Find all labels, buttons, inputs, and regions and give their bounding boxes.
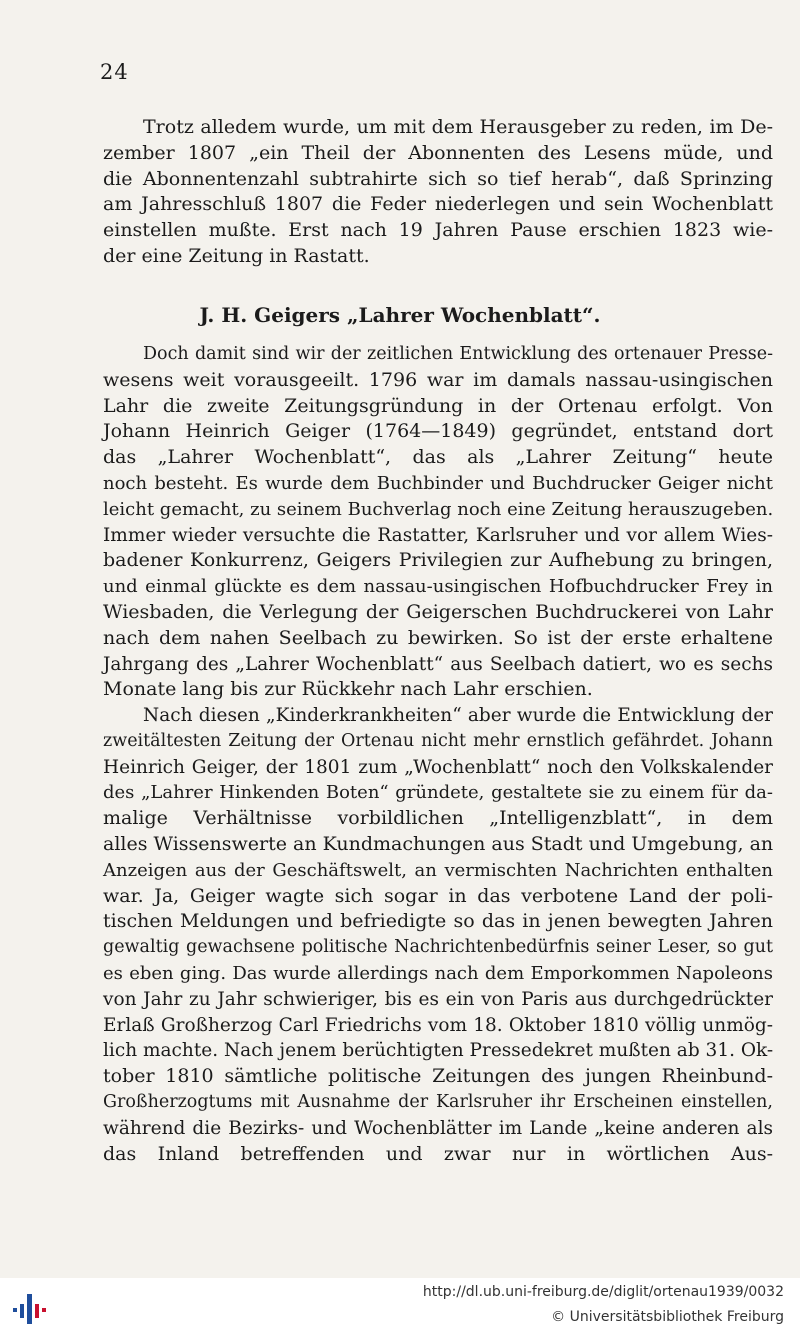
text-line: während die Bezirks- und Wochenblätter im Lande „keine anderen als xyxy=(103,1117,773,1139)
section-heading: J. H. Geigers „Lahrer Wochenblatt“. xyxy=(199,303,601,327)
text-line: lich machte. Nach jenem berüchtigten Pressedekret mußten ab 31. Ok- xyxy=(103,1040,774,1062)
text-line: nach dem nahen Seelbach zu bewirken. So ist der erste erhaltene xyxy=(103,626,773,649)
paragraph-3 xyxy=(103,703,773,1167)
ub-freiburg-logo-icon xyxy=(10,1288,50,1328)
text-line: das Inland betreffenden und zwar nur in wörtlichen Aus- xyxy=(103,1142,773,1165)
copyright-text: © Universitätsbibliothek Freiburg xyxy=(551,1309,784,1325)
text-line: zember 1807 „ein Theil der Abonnenten des Lesens müde, und xyxy=(103,141,773,164)
page-number: 24 xyxy=(100,60,129,84)
text-line: Großherzogtums mit Ausnahme der Karlsruher ihr Erscheinen einstellen, xyxy=(103,1091,773,1112)
text-line: Heinrich Geiger, der 1801 zum „Wochenblatt“ noch den Volkskalender xyxy=(103,756,773,778)
text-line: noch besteht. Es wurde dem Buchbinder und Buchdrucker Geiger nicht xyxy=(103,472,773,494)
text-line: gewaltig gewachsene politische Nachrichtenbedürfnis seiner Leser, so gut xyxy=(103,937,773,958)
text-line: Monate lang bis zur Rückkehr nach Lahr erschien. xyxy=(103,678,593,701)
text-line: war. Ja, Geiger wagte sich sogar in das verbotene Land der poli- xyxy=(103,884,773,907)
text-line: tober 1810 sämtliche politische Zeitungen des jungen Rheinbund- xyxy=(103,1065,773,1088)
footer-bar xyxy=(0,1278,800,1336)
source-url-link[interactable]: http://dl.ub.uni-freiburg.de/diglit/ortenau1939/0032 xyxy=(422,1284,784,1300)
text-line: Lahr die zweite Zeitungsgründung in der Ortenau erfolgt. Von xyxy=(103,394,773,417)
text-line: am Jahresschluß 1807 die Feder niederlegen und sein Wochenblatt xyxy=(103,193,773,216)
text-line: Jahrgang des „Lahrer Wochenblatt“ aus Seelbach datiert, wo es sechs xyxy=(103,653,773,675)
paragraph-2 xyxy=(103,342,773,703)
text-line: einstellen mußte. Erst nach 19 Jahren Pause erschien 1823 wie- xyxy=(103,219,773,242)
text-line: der eine Zeitung in Rastatt. xyxy=(103,244,370,267)
text-line: das „Lahrer Wochenblatt“, das als „Lahrer Zeitung“ heute xyxy=(103,446,773,469)
text-line: die Abonnentenzahl subtrahirte sich so tief herab“, daß Sprinzing xyxy=(103,167,773,190)
text-line: Doch damit sind wir der zeitlichen Entwicklung des ortenauer Presse- xyxy=(143,344,773,364)
paragraph-1 xyxy=(103,115,773,270)
text-line: es eben ging. Das wurde allerdings nach dem Emporkommen Napoleons xyxy=(103,962,773,984)
text-line: tischen Meldungen und befriedigte so das in jenen bewegten Jahren xyxy=(103,910,773,933)
text-line: zweitältesten Zeitung der Ortenau nicht mehr ernstlich gefährdet. Johann xyxy=(103,730,773,751)
text-line: Trotz alledem wurde, um mit dem Herausgeber zu reden, im De- xyxy=(143,116,773,138)
text-line: Immer wieder versuchte die Rastatter, Karlsruher und vor allem Wies- xyxy=(103,524,773,546)
text-line: alles Wissenswerte an Kundmachungen aus Stadt und Umgebung, an xyxy=(103,832,774,855)
text-line: Erlaß Großherzog Carl Friedrichs vom 18. Oktober 1810 völlig unmög- xyxy=(103,1014,773,1036)
text-line: wesens weit vorausgeeilt. 1796 war im damals nassau-usingischen xyxy=(103,368,773,391)
text-line: Johann Heinrich Geiger (1764—1849) gegründet, entstand dort xyxy=(103,420,773,443)
text-line: leicht gemacht, zu seinem Buchverlag noch eine Zeitung herauszugeben. xyxy=(103,498,774,520)
text-line: des „Lahrer Hinkenden Boten“ gründete, gestaltete sie zu einem für da- xyxy=(103,782,773,804)
text-line: Anzeigen aus der Geschäftswelt, an vermischten Nachrichten enthalten xyxy=(103,859,773,881)
text-line: malige Verhältnisse vorbildlichen „Intelligenzblatt“, in dem xyxy=(103,807,773,830)
text-line: badener Konkurrenz, Geigers Privilegien zur Aufhebung zu bringen, xyxy=(103,549,773,572)
text-line: von Jahr zu Jahr schwieriger, bis es ein von Paris aus durchgedrückter xyxy=(103,988,773,1010)
text-line: Nach diesen „Kinderkrankheiten“ aber wurde die Entwicklung der xyxy=(143,705,773,726)
text-line: Wiesbaden, die Verlegung der Geigerschen Buchdruckerei von Lahr xyxy=(103,600,773,623)
text-line: und einmal glückte es dem nassau-usingischen Hofbuchdrucker Frey in xyxy=(103,576,773,598)
